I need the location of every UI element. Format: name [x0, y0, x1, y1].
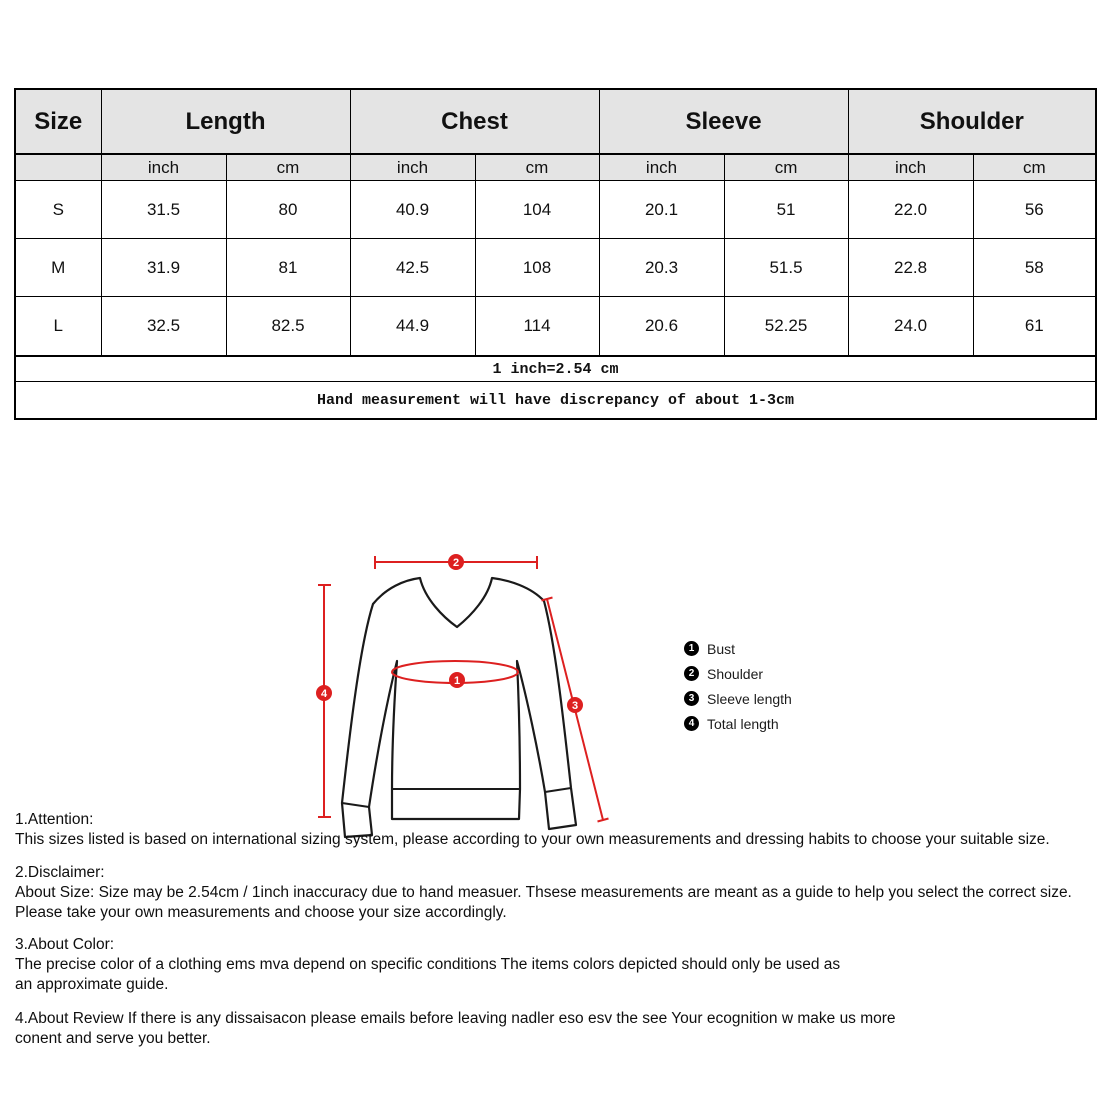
note-line: Please take your own measurements and choose your size accordingly.	[15, 904, 507, 921]
table-unit-row	[15, 154, 1096, 181]
header-shoulder: Shoulder	[848, 89, 1096, 154]
value-cell: 44.9	[350, 297, 475, 357]
unit-cell: inch	[848, 154, 973, 181]
value-cell: 81	[226, 239, 350, 297]
note-about-color	[15, 935, 840, 995]
unit-cell: cm	[226, 154, 350, 181]
diagram-legend	[684, 636, 792, 736]
note-line: conent and serve you better.	[15, 1030, 211, 1047]
value-cell: 22.0	[848, 181, 973, 239]
value-cell: 31.9	[101, 239, 226, 297]
value-cell: 51.5	[724, 239, 848, 297]
header-size: Size	[15, 89, 101, 154]
legend-item-sleeve-length	[684, 686, 792, 711]
value-cell: 114	[475, 297, 599, 357]
value-cell: 22.8	[848, 239, 973, 297]
table-row-s	[15, 181, 1096, 239]
footnote-conversion: 1 inch=2.54 cm	[15, 356, 1096, 382]
value-cell: 108	[475, 239, 599, 297]
header-length: Length	[101, 89, 350, 154]
sweater-outline	[342, 578, 579, 837]
legend-item-total-length	[684, 711, 792, 736]
legend-label-bust: Bust	[707, 640, 736, 657]
legend-badge-4: 4	[684, 716, 699, 731]
measure-total-length-line	[318, 585, 331, 817]
footnote-discrepancy: Hand measurement will have discrepancy of about 1-3cm	[15, 382, 1096, 420]
legend-badge-3: 3	[684, 691, 699, 706]
table-footnote-row	[15, 356, 1096, 382]
unit-empty-cell	[15, 154, 101, 181]
value-cell: 52.25	[724, 297, 848, 357]
unit-cell: cm	[475, 154, 599, 181]
value-cell: 104	[475, 181, 599, 239]
note-line: an approximate guide.	[15, 976, 169, 993]
legend-badge-1: 1	[684, 641, 699, 656]
value-cell: 80	[226, 181, 350, 239]
value-cell: 82.5	[226, 297, 350, 357]
size-cell: L	[15, 297, 101, 357]
unit-cell: cm	[724, 154, 848, 181]
value-cell: 31.5	[101, 181, 226, 239]
value-cell: 61	[973, 297, 1096, 357]
note-disclaimer	[15, 863, 1072, 923]
legend-item-shoulder	[684, 661, 792, 686]
value-cell: 40.9	[350, 181, 475, 239]
size-chart-table	[14, 88, 1097, 420]
legend-label-total-length: Total length	[707, 715, 779, 732]
unit-cell: inch	[101, 154, 226, 181]
note-heading: 3.About Color:	[15, 936, 115, 953]
note-heading: 2.Disclaimer:	[15, 864, 105, 881]
note-attention	[15, 810, 1050, 850]
unit-cell: inch	[599, 154, 724, 181]
unit-cell: cm	[973, 154, 1096, 181]
value-cell: 51	[724, 181, 848, 239]
marker-bust-number: 1	[453, 675, 461, 687]
legend-item-bust	[684, 636, 792, 661]
value-cell: 58	[973, 239, 1096, 297]
table-footnote-row	[15, 382, 1096, 420]
legend-label-shoulder: Shoulder	[707, 665, 764, 682]
table-row-l	[15, 297, 1096, 357]
header-sleeve: Sleeve	[599, 89, 848, 154]
size-cell: M	[15, 239, 101, 297]
note-heading: 1.Attention:	[15, 811, 94, 828]
marker-shoulder-number: 2	[452, 557, 460, 569]
header-chest: Chest	[350, 89, 599, 154]
table-header-row	[15, 89, 1096, 154]
note-line: 4.About Review If there is any dissaisacon please emails before leaving nadler eso esv the see Your ecognition w make us more	[15, 1010, 896, 1027]
note-line: This sizes listed is based on international sizing system, please according to your own measurements and dressing habits to choose your suitable size.	[15, 831, 1050, 848]
value-cell: 24.0	[848, 297, 973, 357]
note-line: About Size: Size may be 2.54cm / 1inch inaccuracy due to hand measuer. Thsese measurements are meant as a guide to help you select the correct size.	[15, 884, 1072, 901]
value-cell: 20.1	[599, 181, 724, 239]
marker-sleeve-number: 3	[571, 700, 579, 712]
value-cell: 56	[973, 181, 1096, 239]
unit-cell: inch	[350, 154, 475, 181]
note-about-review	[15, 1009, 896, 1049]
legend-label-sleeve-length: Sleeve length	[707, 690, 792, 707]
table-row-m	[15, 239, 1096, 297]
legend-badge-2: 2	[684, 666, 699, 681]
value-cell: 42.5	[350, 239, 475, 297]
value-cell: 20.6	[599, 297, 724, 357]
value-cell: 20.3	[599, 239, 724, 297]
size-cell: S	[15, 181, 101, 239]
note-line: The precise color of a clothing ems mva depend on specific conditions The items colors depicted should only be used as	[15, 956, 841, 973]
marker-total-number: 4	[320, 688, 328, 700]
value-cell: 32.5	[101, 297, 226, 357]
